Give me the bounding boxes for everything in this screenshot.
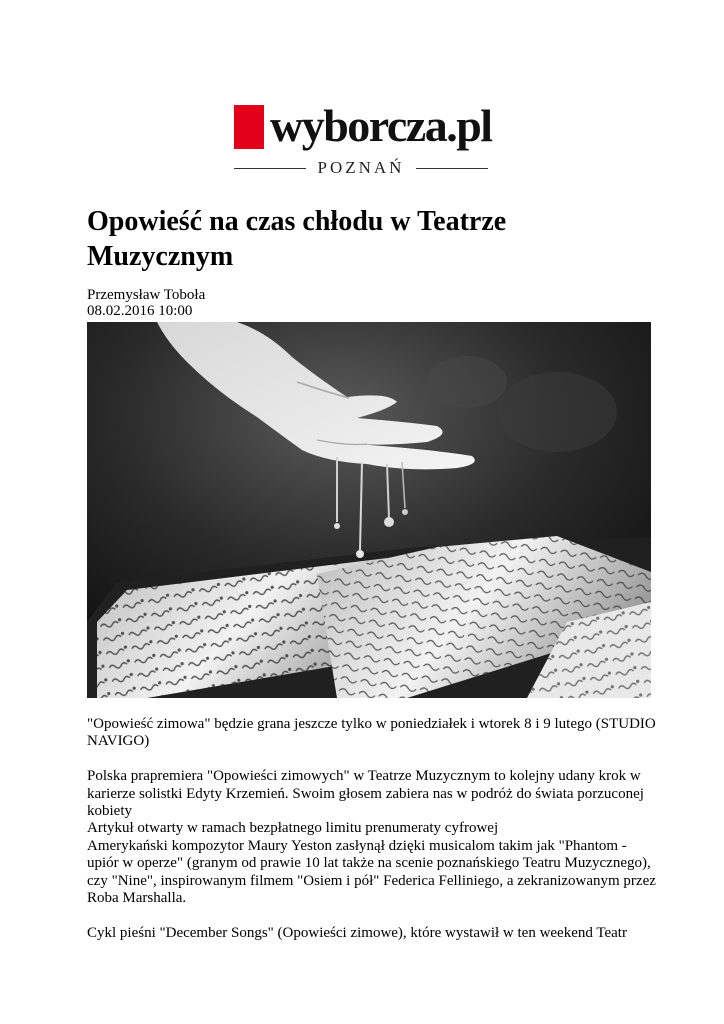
article-photo — [87, 322, 651, 698]
photo-hand-over-sheet-music-icon — [87, 322, 651, 698]
photo-caption: "Opowieść zimowa" będzie grana jeszcze tylko w poniedziałek i wtorek 8 i 9 lutego (STUDIO NAVIGO) — [87, 716, 656, 750]
logo-city: POZNAŃ — [317, 158, 405, 177]
article-meta — [87, 287, 205, 319]
paywall-note: Artykuł otwarty w ramach bezpłatnego limitu prenumeraty cyfrowej — [87, 820, 499, 837]
article-paragraph: Amerykański kompozytor Maury Yeston zasłynął dzięki musicalom takim jak "Phantom - upiór w operze" (granym od prawie 10 lat także na scenie poznańskiego Teatru Muzycznego), czy "Nine", inspirowanym filmem "Osiem i pół" Federica Felliniego, a zekranizowanym przez Roba Marshalla. — [87, 837, 656, 907]
logo-brand-text: wyborcza.pl — [270, 100, 492, 151]
article-title: Opowieść na czas chłodu w Teatrze Muzycznym — [87, 206, 507, 272]
article-author[interactable]: Przemysław Toboła — [87, 287, 206, 303]
site-logo[interactable] — [234, 100, 494, 183]
logo-red-square — [234, 105, 264, 149]
logo-right-rule — [416, 168, 488, 169]
article-paragraph: Cykl pieśni "December Songs" (Opowieści zimowe), które wystawił w ten weekend Teatr — [87, 924, 627, 941]
article-lead: Polska prapremiera "Opowieści zimowych" w Teatrze Muzycznym to kolejny udany krok w karierze solistki Edyty Krzemień. Swoim głosem zabiera nas w podróż do świata porzuconej kobiety — [87, 768, 644, 820]
logo-left-rule — [234, 168, 306, 169]
logo-subtitle — [234, 158, 488, 178]
article-datetime: 08.02.2016 10:00 — [87, 303, 193, 319]
article-body — [87, 716, 657, 942]
